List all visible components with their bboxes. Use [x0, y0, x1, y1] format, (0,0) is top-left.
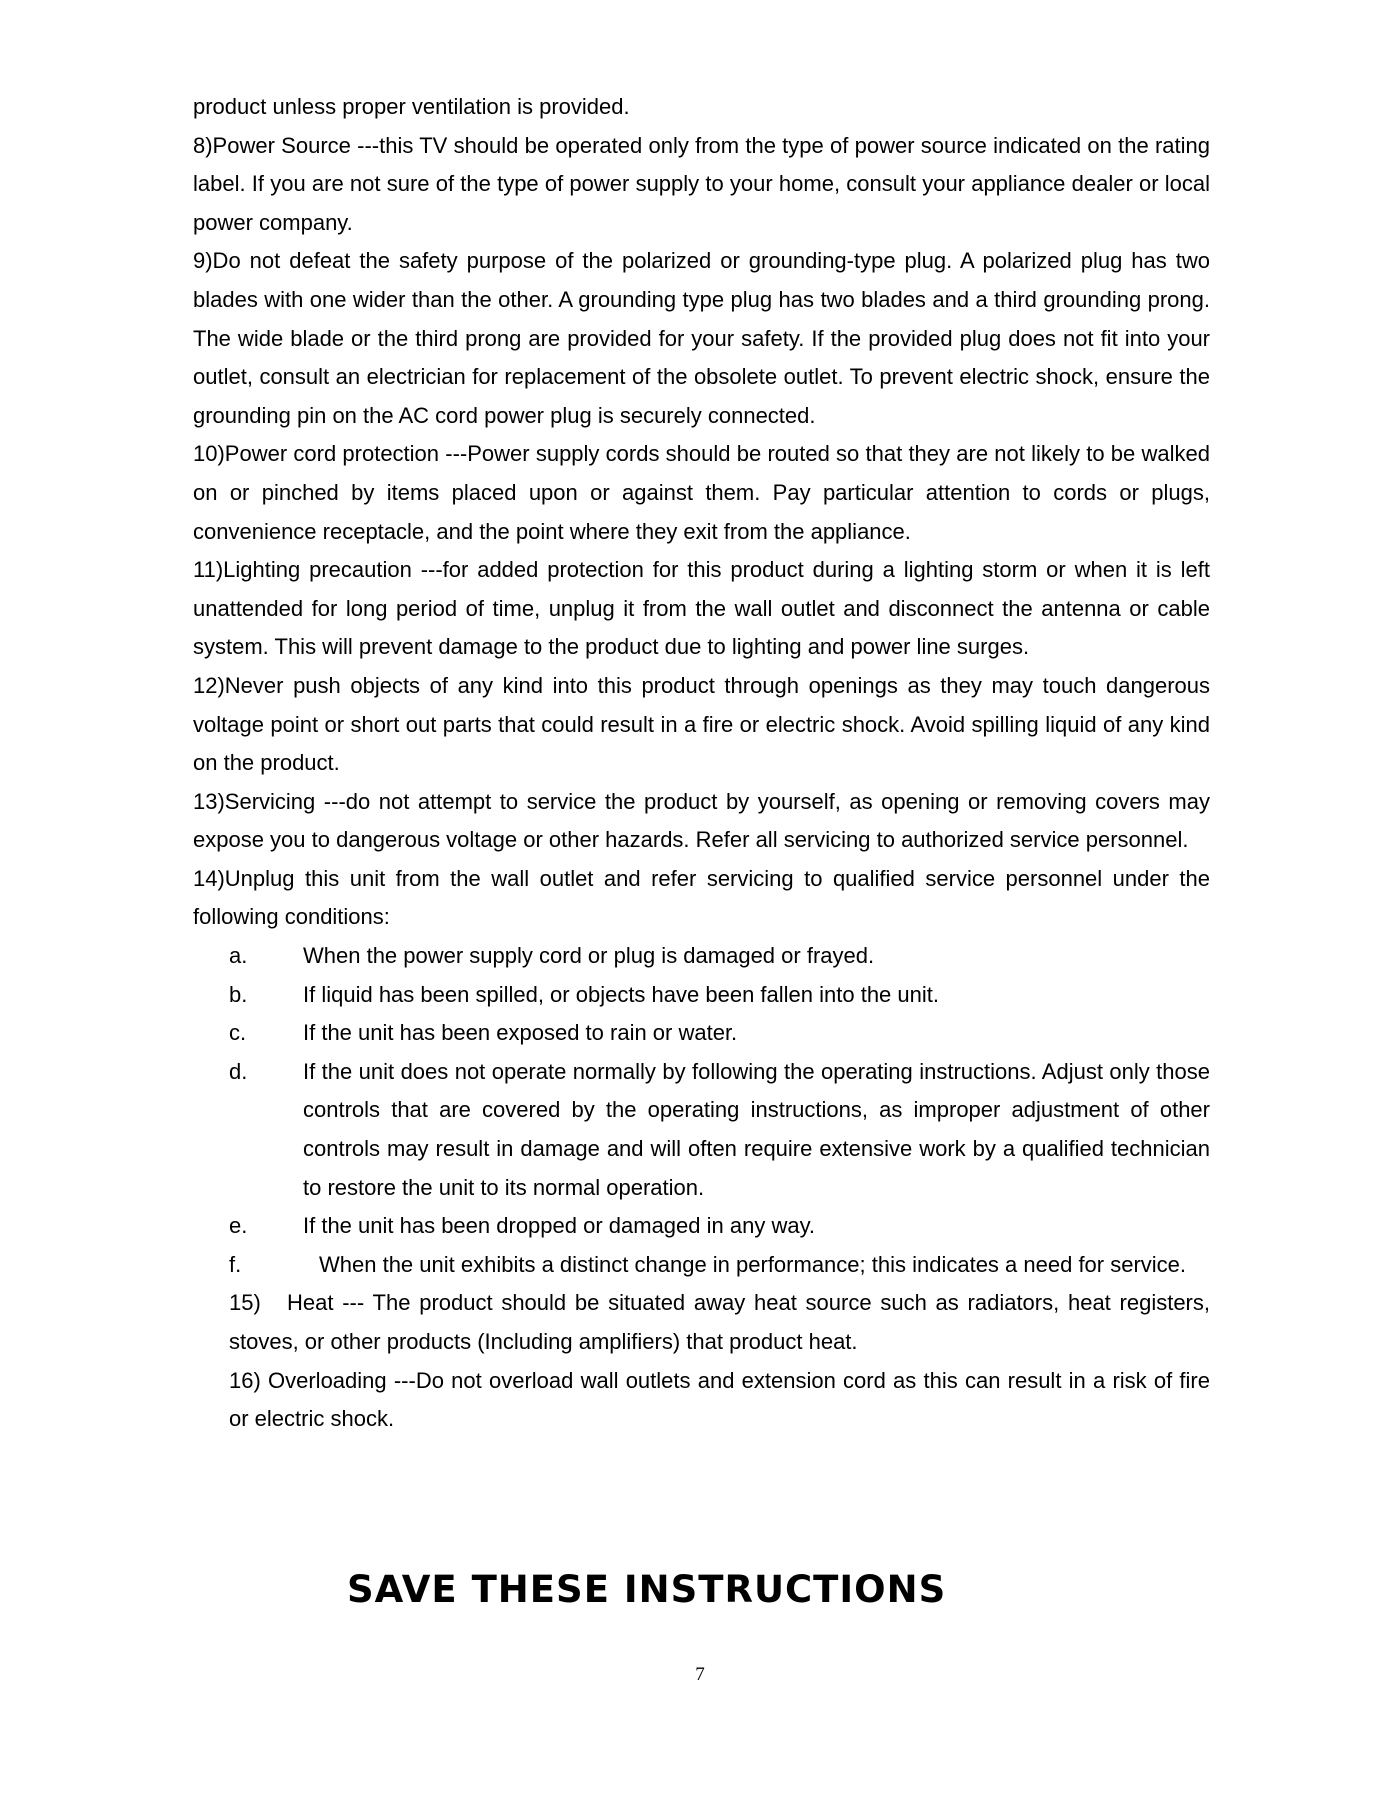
- list-item: [229, 1053, 1210, 1207]
- paragraph-power-cord-protection: 10)Power cord protection ---Power supply cords should be routed so that they are not likely to be walked on or pinched by items placed upon or against them. Pay particular attention to cords or plugs, convenience receptacle, and the point where they exit from the appliance.: [193, 441, 1210, 544]
- list-item-text: When the power supply cord or plug is damaged or frayed.: [303, 943, 875, 969]
- list-item: [229, 1014, 1210, 1053]
- list-item: [229, 976, 1210, 1015]
- paragraph-servicing: 13)Servicing ---do not attempt to service the product by yourself, as opening or removing covers may expose you to dangerous voltage or other hazards. Refer all servicing to authorized service personnel.: [193, 788, 1210, 853]
- page-number: 7: [695, 1664, 705, 1685]
- list-item: [229, 937, 1210, 976]
- paragraph-ventilation-end: product unless proper ventilation is provided.: [193, 94, 630, 119]
- paragraph-lighting-precaution: 11)Lighting precaution ---for added protection for this product during a lighting storm or when it is left unattended for long period of time, unplug it from the wall outlet and disconnect the antenna or cable system. This will prevent damage to the product due to lighting and power line surges.: [193, 557, 1210, 660]
- list-marker: c.: [229, 1020, 247, 1046]
- list-marker: d.: [229, 1058, 248, 1084]
- list-item-text: If liquid has been spilled, or objects have been fallen into the unit.: [303, 981, 939, 1007]
- list-item-text: If the unit has been exposed to rain or water.: [303, 1020, 738, 1046]
- list-marker: b.: [229, 981, 248, 1007]
- safety-instructions-body: [193, 88, 1217, 1439]
- list-item: [229, 1207, 1210, 1246]
- list-marker: e.: [229, 1213, 248, 1239]
- list-marker: f.: [229, 1251, 242, 1277]
- conditions-list: [193, 937, 1210, 1284]
- paragraph-unplug-conditions: 14)Unplug this unit from the wall outlet and refer servicing to qualified service personnel under the following conditions:: [193, 865, 1210, 930]
- list-marker: a.: [229, 943, 248, 969]
- list-item-text: If the unit has been dropped or damaged in any way.: [303, 1213, 816, 1239]
- list-item: [229, 1246, 1210, 1285]
- paragraph-objects-openings: 12)Never push objects of any kind into this product through openings as they may touch dangerous voltage point or short out parts that could result in a fire or electric shock. Avoid spilling liquid of any kind on the product.: [193, 672, 1210, 776]
- paragraph-polarized-plug: 9)Do not defeat the safety purpose of the polarized or grounding-type plug. A polarized plug has two blades with one wider than the other. A grounding type plug has two blades and a third grounding prong. The wide blade or the third prong are provided for your safety. If the provided plug does not fit into your outlet, consult an electrician for replacement of the obsolete outlet. To prevent electric shock, ensure the grounding pin on the AC cord power plug is securely connected.: [193, 248, 1210, 428]
- paragraph-power-source: 8)Power Source ---this TV should be operated only from the type of power source indicated on the rating label. If you are not sure of the type of power supply to your home, consult your appliance dealer or local power company.: [193, 132, 1210, 235]
- paragraph-heat: 15) Heat --- The product should be situated away heat source such as radiators, heat registers, stoves, or other products (Including amplifiers) that product heat.: [229, 1290, 1217, 1354]
- list-item-text: When the unit exhibits a distinct change in performance; this indicates a need for service.: [319, 1251, 1187, 1277]
- save-instructions-heading: SAVE THESE INSTRUCTIONS: [347, 1568, 947, 1611]
- paragraph-overloading: 16) Overloading ---Do not overload wall outlets and extension cord as this can result in a risk of fire or electric shock.: [229, 1367, 1210, 1432]
- list-item-text: If the unit does not operate normally by following the operating instructions. Adjust only those controls that are covered by the operating instructions, as improper adjustment of other controls may result in damage and will often require extensive work by a qualified technician to restore the unit to its normal operation.: [303, 1058, 1210, 1200]
